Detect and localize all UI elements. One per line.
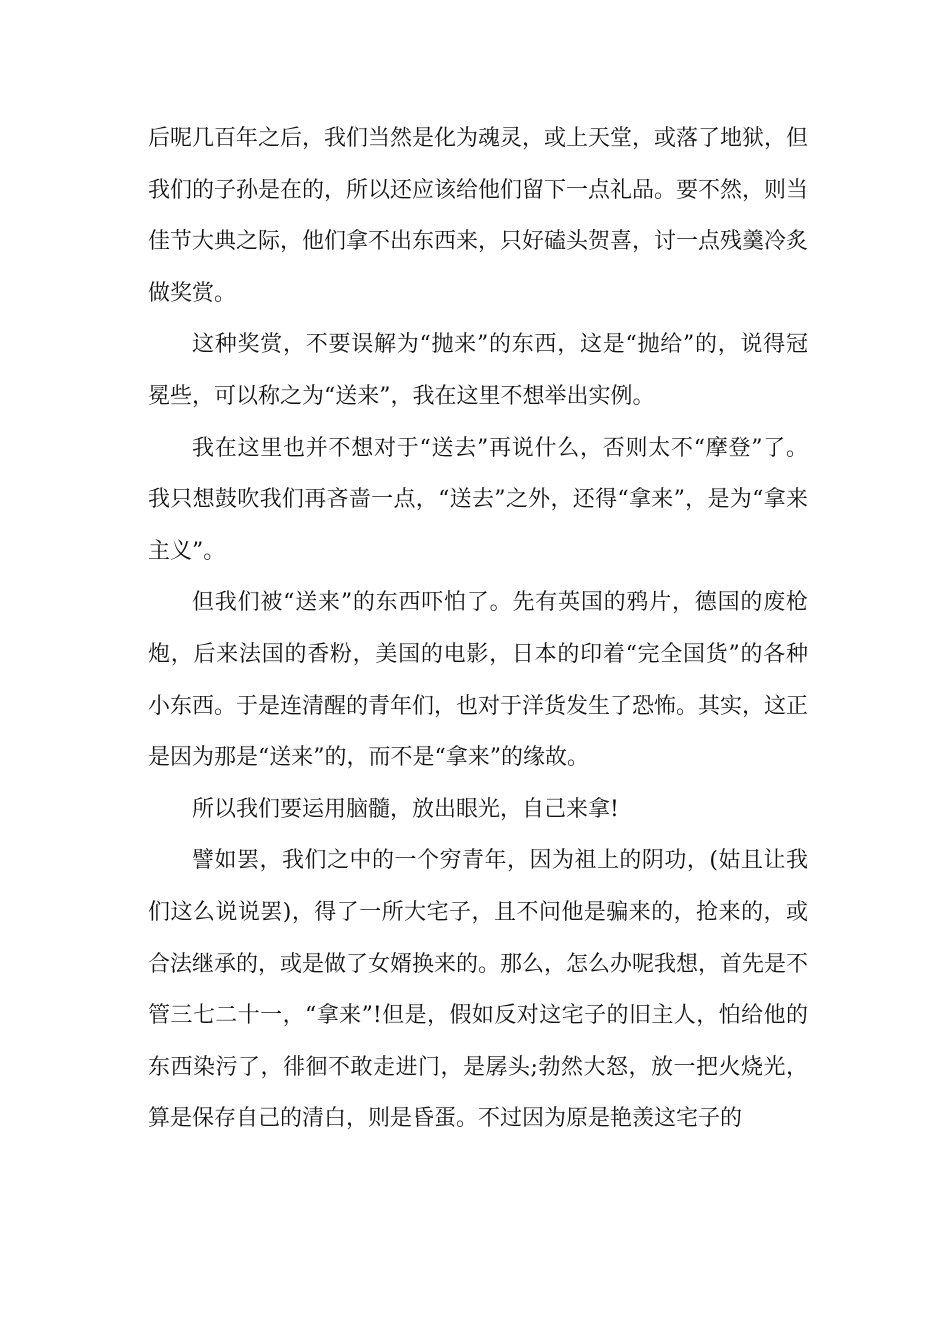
paragraph-4: 但我们被“送来”的东西吓怕了。先有英国的鸦片，德国的废枪炮，后来法国的香粉，美国的电影，日本的印着“完全国货”的各种小东西。于是连清醒的青年们，也对于洋货发生了恐怖。其实，这正是因为那是“送来”的，而不是“拿来”的缘故。 bbox=[148, 590, 809, 771]
paragraph-3: 我在这里也并不想对于“送去”再说什么，否则太不“摩登”了。我只想鼓吹我们再吝啬一点，“送去”之外，还得“拿来”，是为“拿来主义”。 bbox=[148, 435, 808, 564]
paragraph-2: 这种奖赏，不要误解为“抛来”的东西，这是“抛给”的，说得冠冕些，可以称之为“送来”，我在这里不想举出实例。 bbox=[148, 332, 808, 409]
paragraph-1: 后呢几百年之后，我们当然是化为魂灵，或上天堂，或落了地狱，但我们的子孙是在的，所以还应该给他们留下一点礼品。要不然，则当佳节大典之际，他们拿不出东西来，只好磕头贺喜，讨一点残羹冷炙做奖赏。 bbox=[148, 126, 809, 306]
document-body bbox=[148, 113, 808, 1145]
paragraph-5: 所以我们要运用脑髓，放出眼光，自己来拿! bbox=[192, 796, 619, 822]
paragraph-6: 譬如罢，我们之中的一个穷青年，因为祖上的阴功，(姑且让我们这么说说罢)，得了一所大宅子，且不问他是骗来的，抢来的，或合法继承的，或是做了女婿换来的。那么，怎么办呢我想，首先是不管三七二十一，“拿来”!但是，假如反对这宅子的旧主人，怕给他的东西染污了，徘徊不敢走进门，是孱头;勃然大怒，放一把火烧光，算是保存自己的清白，则是昏蛋。不过因为原是艳羡这宅子的 bbox=[148, 848, 809, 1132]
